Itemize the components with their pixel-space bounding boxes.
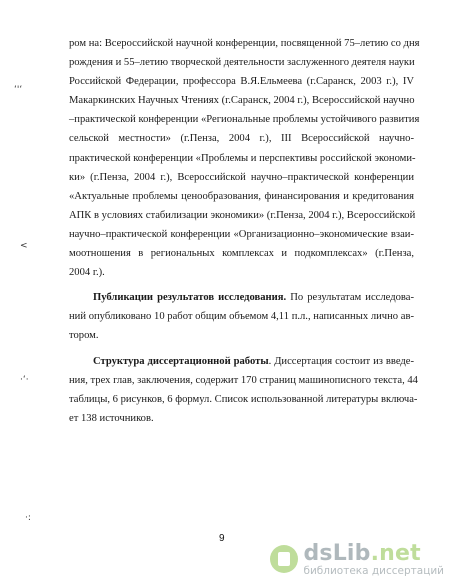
text-line: научно–практической конференции «Организационно–экономические взаи- — [69, 228, 414, 240]
text-line: Макаркинских Научных Чтениях (г.Саранск, 2004 г.), Всероссийской научно — [69, 95, 415, 107]
structure-paragraph-first-line — [69, 352, 414, 371]
text-line: –практической конференции «Региональные проблемы устойчивого развития — [69, 114, 420, 126]
text-line: ром на: Всероссийской научной конференции, посвященной 75–летию со дня — [69, 38, 420, 49]
watermark-brand — [303, 540, 444, 566]
text-line: Российской Федерации, профессора В.Я.Ельмеева (г.Саранск, 2003 г.), IV — [69, 76, 414, 88]
body-text — [69, 34, 420, 428]
dslib-watermark — [270, 540, 444, 577]
text-line: моотношения в региональных комплексах и подкомплексах» (г.Пенза, — [69, 248, 414, 260]
structure-heading: Структура диссертационной работы — [93, 355, 269, 367]
structure-text: . Диссертация состоит из введе- — [268, 355, 415, 367]
text-line: тором. — [69, 330, 99, 342]
watermark-texts — [303, 540, 444, 577]
text-line: практической конференции «Проблемы и перспективы российской экономи- — [69, 152, 416, 164]
text-line: 2004 г.). — [69, 267, 105, 279]
text-line: сельской местности» (г.Пенза, 2004 г.), III Всероссийской научно- — [69, 133, 414, 145]
scan-artifact: ·: — [25, 513, 31, 523]
publications-paragraph-first-line — [69, 288, 414, 307]
dslib-logo-icon — [270, 545, 298, 573]
scan-artifact: ·ʻ· — [20, 375, 29, 385]
watermark-brand-main: dsLib — [303, 540, 371, 566]
text-line: ет 138 источников. — [69, 412, 154, 424]
scan-artifact: < — [20, 241, 28, 251]
publications-heading: Публикации результатов исследования. — [93, 292, 287, 304]
publications-text: По результатам исследова- — [286, 292, 414, 304]
text-line: «Актуальные проблемы ценообразования, финансирования и кредитования — [69, 190, 414, 202]
text-line: АПК в условиях стабилизации экономики» (г.Пенза, 2004 г.), Всероссийской — [69, 209, 416, 221]
text-line: ний опубликовано 10 работ общим объемом 4,11 п.л., написанных лично ав- — [69, 311, 414, 323]
page-number: 9 — [219, 533, 225, 544]
scan-artifact: ʻ'ʻ — [14, 85, 23, 95]
text-line: ния, трех глав, заключения, содержит 170 страниц машинописного текста, 44 — [69, 374, 418, 386]
watermark-brand-tld: .net — [370, 540, 421, 566]
text-line: ки» (г.Пенза, 2004 г.), Всероссийской научно–практической конференции — [69, 171, 414, 183]
text-line: таблицы, 6 рисунков, 6 формул. Список использованной литературы включа- — [69, 393, 418, 405]
watermark-subtitle: библиотека диссертаций — [303, 564, 444, 577]
text-line: рождения и 55–летию творческой деятельности заслуженного деятеля науки — [69, 57, 415, 69]
